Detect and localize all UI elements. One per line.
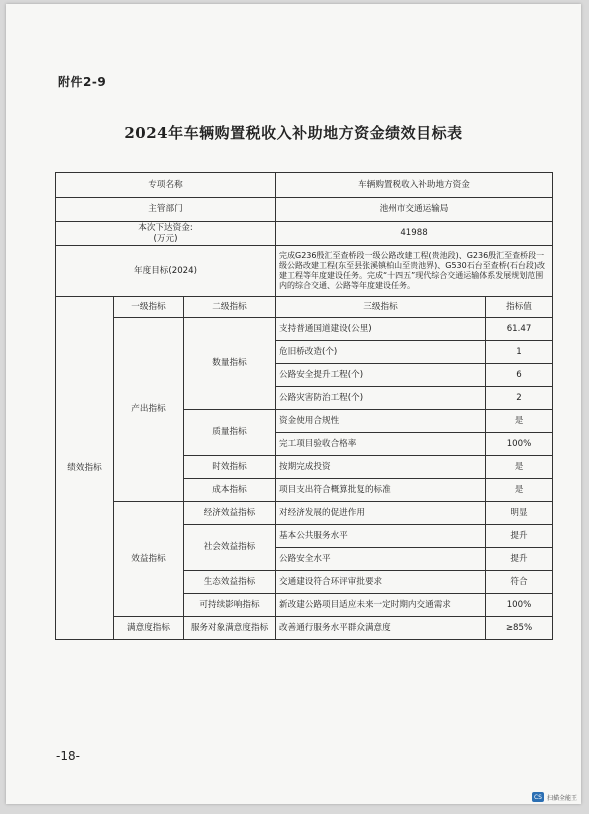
indicator-value: 符合 <box>486 571 553 594</box>
quantity-indicator-label: 数量指标 <box>184 318 276 410</box>
funds-label-line1: 本次下达资金: <box>138 223 193 234</box>
economic-indicator-label: 经济效益指标 <box>184 502 276 525</box>
indicator-value: 1 <box>486 341 553 364</box>
indicator-value: 6 <box>486 364 553 387</box>
table-row <box>56 617 553 640</box>
level3-item: 危旧桥改造(个) <box>276 341 486 364</box>
level3-item: 新改建公路项目适应未来一定时期内交通需求 <box>276 594 486 617</box>
table-row <box>56 318 553 341</box>
indicator-value: 明显 <box>486 502 553 525</box>
performance-target-table <box>55 172 553 640</box>
ecological-indicator-label: 生态效益指标 <box>184 571 276 594</box>
annual-target-label: 年度目标(2024) <box>56 246 276 297</box>
social-indicator-label: 社会效益指标 <box>184 525 276 571</box>
dept-value: 池州市交通运输局 <box>276 198 553 222</box>
table-header-row <box>56 297 553 318</box>
level3-item: 完工项目验收合格率 <box>276 433 486 456</box>
row-department <box>56 198 553 222</box>
indicator-value: ≥85% <box>486 617 553 640</box>
level3-item: 改善通行服务水平群众满意度 <box>276 617 486 640</box>
indicator-value: 100% <box>486 594 553 617</box>
indicator-value: 61.47 <box>486 318 553 341</box>
scanner-label: 扫描全能王 <box>546 794 577 802</box>
col-level2-header: 二级指标 <box>184 297 276 318</box>
level3-item: 交通建设符合环评审批要求 <box>276 571 486 594</box>
quality-indicator-label: 质量指标 <box>184 410 276 456</box>
row-project-name <box>56 173 553 198</box>
level3-item: 公路安全水平 <box>276 548 486 571</box>
indicator-value: 是 <box>486 479 553 502</box>
col-level1-header: 一级指标 <box>114 297 184 318</box>
perf-indicator-label: 绩效指标 <box>56 297 114 640</box>
row-funds <box>56 222 553 246</box>
scanner-watermark <box>532 792 577 802</box>
level3-item: 支持普通国道建设(公里) <box>276 318 486 341</box>
project-name-value: 车辆购置税收入补助地方资金 <box>276 173 553 198</box>
funds-value: 41988 <box>276 222 553 246</box>
level3-item: 基本公共服务水平 <box>276 525 486 548</box>
col-level3-header: 三级指标 <box>276 297 486 318</box>
level3-item: 公路灾害防治工程(个) <box>276 387 486 410</box>
annual-target-text: 完成G236殷汇至查桥段一级公路改建工程(贵池段)、G236殷汇至查桥段一级公路改建工程(东至县张溪镇柏山至贵池界)、G530石台至查桥(石台段)改建工程等年度建设任务。完成“十四五”现代综合交通运输体系发展规划范围内的综合交通、公路等年度建设任务。 <box>276 246 553 297</box>
table-row <box>56 502 553 525</box>
indicator-value: 提升 <box>486 548 553 571</box>
level3-item: 资金使用合规性 <box>276 410 486 433</box>
annex-label: 附件2-9 <box>58 75 107 89</box>
level3-item: 公路安全提升工程(个) <box>276 364 486 387</box>
indicator-value: 是 <box>486 410 553 433</box>
indicator-value: 是 <box>486 456 553 479</box>
indicator-value: 100% <box>486 433 553 456</box>
satisfaction-indicator-label: 满意度指标 <box>114 617 184 640</box>
benefit-indicator-label: 效益指标 <box>114 502 184 617</box>
page-number: -18- <box>56 749 80 763</box>
funds-label-line2: (万元) <box>153 233 178 244</box>
col-value-header: 指标值 <box>486 297 553 318</box>
indicator-value: 2 <box>486 387 553 410</box>
row-annual-target <box>56 246 553 297</box>
scanner-logo-icon: CS <box>533 793 542 801</box>
output-indicator-label: 产出指标 <box>114 318 184 502</box>
level3-item: 项目支出符合概算批复的标准 <box>276 479 486 502</box>
funds-label <box>56 222 276 246</box>
service-satisfaction-label: 服务对象满意度指标 <box>184 617 276 640</box>
indicator-value: 提升 <box>486 525 553 548</box>
level3-item: 对经济发展的促进作用 <box>276 502 486 525</box>
sustainable-indicator-label: 可持续影响指标 <box>184 594 276 617</box>
page-title: 2024年车辆购置税收入补助地方资金绩效目标表 <box>124 124 463 142</box>
timeliness-indicator-label: 时效指标 <box>184 456 276 479</box>
project-name-label: 专项名称 <box>56 173 276 198</box>
level3-item: 按期完成投资 <box>276 456 486 479</box>
document-page <box>6 4 581 804</box>
dept-label: 主管部门 <box>56 198 276 222</box>
cost-indicator-label: 成本指标 <box>184 479 276 502</box>
